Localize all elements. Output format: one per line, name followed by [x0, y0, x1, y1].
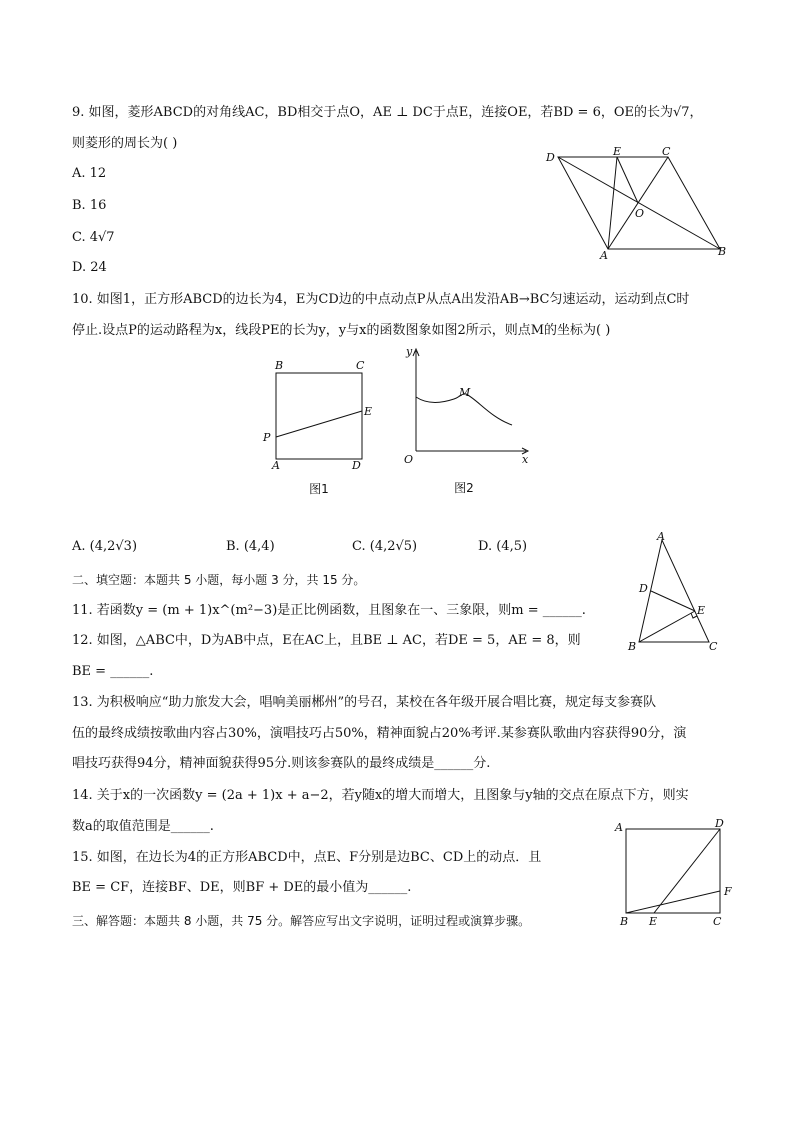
- q15-label-a: A: [615, 821, 623, 834]
- fig2-label-y: y: [406, 345, 413, 358]
- q15-label-c: C: [713, 915, 722, 928]
- q9-label-c: C: [662, 145, 671, 158]
- q10-option-a: A. (4,2√3): [72, 539, 138, 554]
- fig1-label-e: E: [364, 405, 373, 418]
- q12-triangle-figure: [625, 532, 725, 657]
- q12-label-c: C: [709, 640, 718, 653]
- q15-label-e: E: [649, 915, 658, 928]
- q10-option-d: D. (4,5): [478, 539, 528, 554]
- q9-option-c: C. 4√7: [72, 230, 115, 245]
- q9-option-b: B. 16: [72, 198, 107, 213]
- fig2-caption: 图2: [454, 481, 474, 495]
- q14-line1: 14. 关于x的一次函数y = (2a + 1)x + a−2，若y随x的增大而增大，且图象与y轴的交点在原点下方，则实: [72, 788, 689, 803]
- q15-square-figure: [612, 815, 742, 930]
- q15-label-f: F: [724, 885, 732, 898]
- q9-label-e: E: [613, 145, 622, 158]
- q9-label-d: D: [546, 151, 555, 164]
- section-3-heading: 三、解答题：本题共 8 小题，共 75 分。解答应写出文字说明，证明过程或演算步骤。: [72, 914, 531, 928]
- q15-line1: 15. 如图，在边长为4的正方形ABCD中，点E、F分别是边BC、CD上的动点．且: [72, 850, 542, 865]
- fig1-label-a: A: [272, 459, 280, 472]
- q9-rhombus-figure: [540, 145, 740, 265]
- q13-line2: 伍的最终成绩按歌曲内容占30%，演唱技巧占50%，精神面貌占20%考评.某参赛队歌曲内容获得90分，演: [72, 726, 687, 741]
- section-2-heading: 二、填空题：本题共 5 小题，每小题 3 分，共 15 分。: [72, 573, 366, 587]
- q12-label-a: A: [657, 530, 665, 543]
- q13-line3: 唱技巧获得94分，精神面貌获得95分.则该参赛队的最终成绩是______分.: [72, 756, 491, 771]
- fig2-label-o: O: [404, 453, 414, 466]
- q9-label-a: A: [600, 249, 608, 262]
- q12-label-b: B: [628, 640, 637, 653]
- q12-line1: 12. 如图，△ABC中，D为AB中点，E在AC上，且BE ⊥ AC，若DE = 5，AE = 8，则: [72, 633, 581, 648]
- q10-line2: 停止.设点P的运动路程为x，线段PE的长为y，y与x的函数图象如图2所示，则点M的坐标为( ): [72, 323, 611, 338]
- q15-label-d: D: [715, 817, 724, 830]
- q10-option-b: B. (4,4): [226, 539, 275, 554]
- q10-option-c: C. (4,2√5): [352, 539, 418, 554]
- fig2-label-m: M: [459, 386, 471, 399]
- q9-line1: 9. 如图，菱形ABCD的对角线AC，BD相交于点O，AE ⊥ DC于点E，连接OE，若BD = 6，OE的长为√7，: [72, 105, 703, 120]
- fig1-label-c: C: [356, 359, 365, 372]
- fig1-label-b: B: [275, 359, 284, 372]
- fig1-label-d: D: [352, 459, 361, 472]
- q13-line1: 13. 为积极响应“助力旅发大会，唱响美丽郴州”的号召，某校在各年级开展合唱比赛，规定每支参赛队: [72, 695, 657, 710]
- fig1-label-p: P: [263, 431, 271, 444]
- q9-line2: 则菱形的周长为( ): [72, 136, 178, 151]
- q11-text: 11. 若函数y = (m + 1)x^(m²−3)是正比例函数，且图象在一、三象限，则m = ______.: [72, 603, 586, 618]
- q12-label-e: E: [697, 604, 706, 617]
- q9-option-d: D. 24: [72, 260, 107, 275]
- q15-label-b: B: [620, 915, 629, 928]
- q10-figure1-square: [262, 355, 382, 495]
- q9-label-b: B: [718, 245, 727, 258]
- fig2-label-x: x: [522, 453, 529, 466]
- q9-label-o: O: [635, 207, 645, 220]
- q10-figure2-graph: [398, 345, 538, 495]
- q14-line2: 数a的取值范围是______.: [72, 819, 214, 834]
- q9-option-a: A. 12: [72, 166, 107, 181]
- q12-label-d: D: [639, 582, 648, 595]
- fig1-caption: 图1: [309, 482, 329, 496]
- q15-line2: BE = CF，连接BF、DE，则BF + DE的最小值为______.: [72, 880, 412, 895]
- q10-line1: 10. 如图1，正方形ABCD的边长为4，E为CD边的中点动点P从点A出发沿AB→BC匀速运动，运动到点C时: [72, 292, 690, 307]
- q12-line2: BE = ______.: [72, 664, 154, 679]
